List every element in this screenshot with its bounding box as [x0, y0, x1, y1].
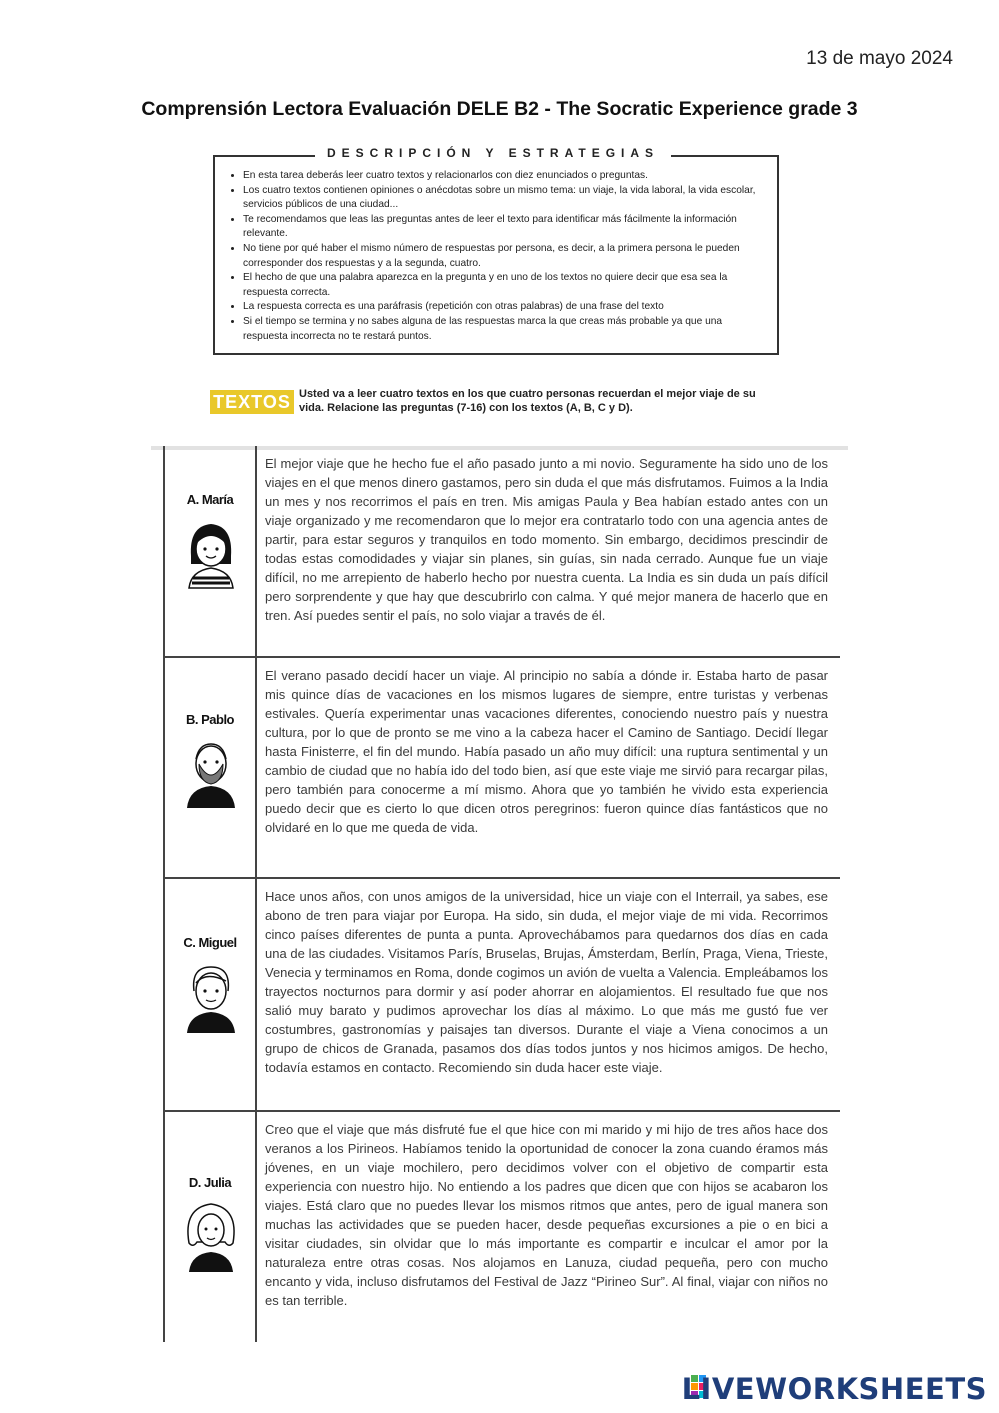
person-cell	[163, 658, 257, 877]
textos-section	[210, 388, 790, 418]
curly-haired-woman-avatar-icon	[181, 1198, 241, 1273]
person-name: A. María	[186, 492, 234, 507]
strategy-item: • El hecho de que una palabra aparezca en la pregunta y en uno de los textos no quiere decir que esa sea la respuesta correcta.	[243, 271, 765, 300]
strategy-list	[229, 169, 765, 344]
page-title: Comprensión Lectora Evaluación DELE B2 - The Socratic Experience grade 3	[141, 98, 858, 120]
person-name: C. Miguel	[183, 935, 237, 950]
table-row	[163, 879, 840, 1112]
date: 13 de mayo 2024	[806, 48, 953, 69]
person-name: B. Pablo	[185, 712, 234, 727]
texts-table	[151, 446, 848, 1342]
person-text: El verano pasado decidí hacer un viaje. Al principio no sabía a dónde ir. Estaba harto de pasar mis quince días de vacaciones en los mismos lugares de siempre, entre turistas y verbenas estivales. Quería experimentar unas vacaciones diferentes, conociendo nuestro país y nuestra cultura, por lo que de pronto se me vino a la cabeza hacer el Camino de Santiago. Decidí llegar hasta Finisterre, el fin del mundo. Había pasado un año muy difícil: una ruptura sentimental y un cambio de ciudad que no había ido del todo bien, así que este viaje me sirvió para recargar pilas, pero también para conocerme a mí mismo. Ahora que yo también he vivido esta experiencia puedo decir que es cierto lo que dicen otros peregrinos: fueron quince días fantásticos que no olvidaré en lo que me queda de vida.	[265, 668, 828, 835]
strategy-item: • Los cuatro textos contienen opiniones o anécdotas sobre un mismo tema: un viaje, la vida laboral, la vida escolar, servicios públicos de una ciudad...	[243, 184, 765, 213]
strategy-item: • La respuesta correcta es una paráfrasis (repetición con otras palabras) de una frase del texto	[243, 300, 765, 315]
textos-badge: TEXTOS	[210, 390, 294, 414]
man-avatar-icon	[181, 959, 241, 1034]
strategy-item: • Si el tiempo se termina y no sabes alguna de las respuestas marca la que creas más probable ya que una respuesta incorrecta no te restará puntos.	[243, 315, 765, 344]
brand-watermark: LIVEWORKSHEETS	[681, 1372, 987, 1406]
person-text: El mejor viaje que he hecho fue el año pasado junto a mi novio. Seguramente ha sido uno de los viajes en el que menos dinero gastamos, pero sin duda el que más disfrutamos. Fuimos a la India un mes y nos recorrimos el país en tren. Mis amigas Paula y Bea habían estado antes con un viaje organizado y me recomendaron que lo mejor era contratarlo todo con una agencia antes de partir, para estar seguros y tranquilos en todo momento. Sin embargo, decidimos prescindir de todas estas comodidades y viajar sin planes, sin guías, sin nada cerrado. Aunque fue un viaje difícil, no me arrepiento de haberlo hecho por nuestra cuenta. La India es sin duda un país difícil pero sorprendente y que hay que descubrirlo con calma. Y qué mejor manera de hacerlo que en tren. Así puedes sentir el país, no solo viajar a través de él.	[265, 456, 828, 623]
strategy-item: • Te recomendamos que leas las preguntas antes de leer el texto para identificar más fácilmente la información relevante.	[243, 213, 765, 242]
table-row	[163, 1112, 840, 1342]
description-title: DESCRIPCIÓN Y ESTRATEGIAS	[315, 146, 671, 160]
strategy-item: • No tiene por qué haber el mismo número de respuestas por persona, es decir, a la primera persona le pueden corresponder dos respuestas y a la segunda, cuatro.	[243, 242, 765, 271]
strategy-item: • En esta tarea deberás leer cuatro textos y relacionarlos con diez enunciados o preguntas.	[243, 169, 765, 184]
person-cell	[163, 446, 257, 656]
table-row	[163, 446, 840, 658]
textos-instruction: Usted va a leer cuatro textos en los que cuatro personas recuerdan el mejor viaje de su vida. Relacione las preguntas (7-16) con los textos (A, B, C y D).	[299, 388, 756, 414]
person-text: Creo que el viaje que más disfruté fue el que hice con mi marido y mi hijo de tres años hace dos veranos a los Pirineos. Habíamos tenido la oportunidad de conocer la zona cuando éramos más jóvenes, en un viaje mochilero, pero decidimos volver con el objetivo de compartir esta experiencia con nuestro hijo. No entiendo a los padres que dicen que con hijos se acabaron los viajes. Está claro que no puedes llevar los mismos ritmos que antes, pero de igual manera son muchas las actividades que se pueden hacer, desde pequeñas excursiones a pie o en bici a visitar ciudades, sin olvidar que lo más importante es compartir e inculcar el amor por la naturaleza entre otras cosas. Nos alojamos en Lanuza, ciudad pequeña, pero con mucho encanto y vida, incluso disfrutamos del Festival de Jazz “Pirineo Sur”. Al final, viajar con niños no es tan terrible.	[265, 1122, 828, 1308]
description-box	[213, 146, 779, 355]
person-cell	[163, 879, 257, 1110]
person-text: Hace unos años, con unos amigos de la universidad, hice un viaje con el Interrail, ya sabes, ese abono de tren para viajar por Europa. Ha sido, sin duda, el mejor viaje de mi vida. Recorrimos cinco países diferentes de punta a punta. Aprovechábamos para quedarnos dos días en cada una de las ciudades. Visitamos París, Bruselas, Brujas, Ámsterdam, Berlín, Praga, Viena, Trieste, Venecia y terminamos en Roma, donde cogimos un avión de vuelta a Valencia. Empleábamos los trayectos nocturnos para dormir y así poder ahorrar en alojamientos. El resultado fue que nos salió muy barato y pudimos aprovechar los días al máximo. Lo que más me gustó fue ver costumbres, gastronomías y paisajes tan diversos. Durante el viaje a Viena conocimos a un grupo de chicos de Granada, pasamos dos días todos juntos y nos hicimos amigos. De hecho, todavía estamos en contacto. Recomiendo sin duda hacer este viaje.	[265, 889, 828, 1075]
woman-avatar-icon	[181, 516, 241, 591]
bearded-man-avatar-icon	[181, 734, 241, 809]
table-row	[163, 658, 840, 879]
person-name: D. Julia	[188, 1175, 232, 1190]
person-cell	[163, 1112, 257, 1342]
